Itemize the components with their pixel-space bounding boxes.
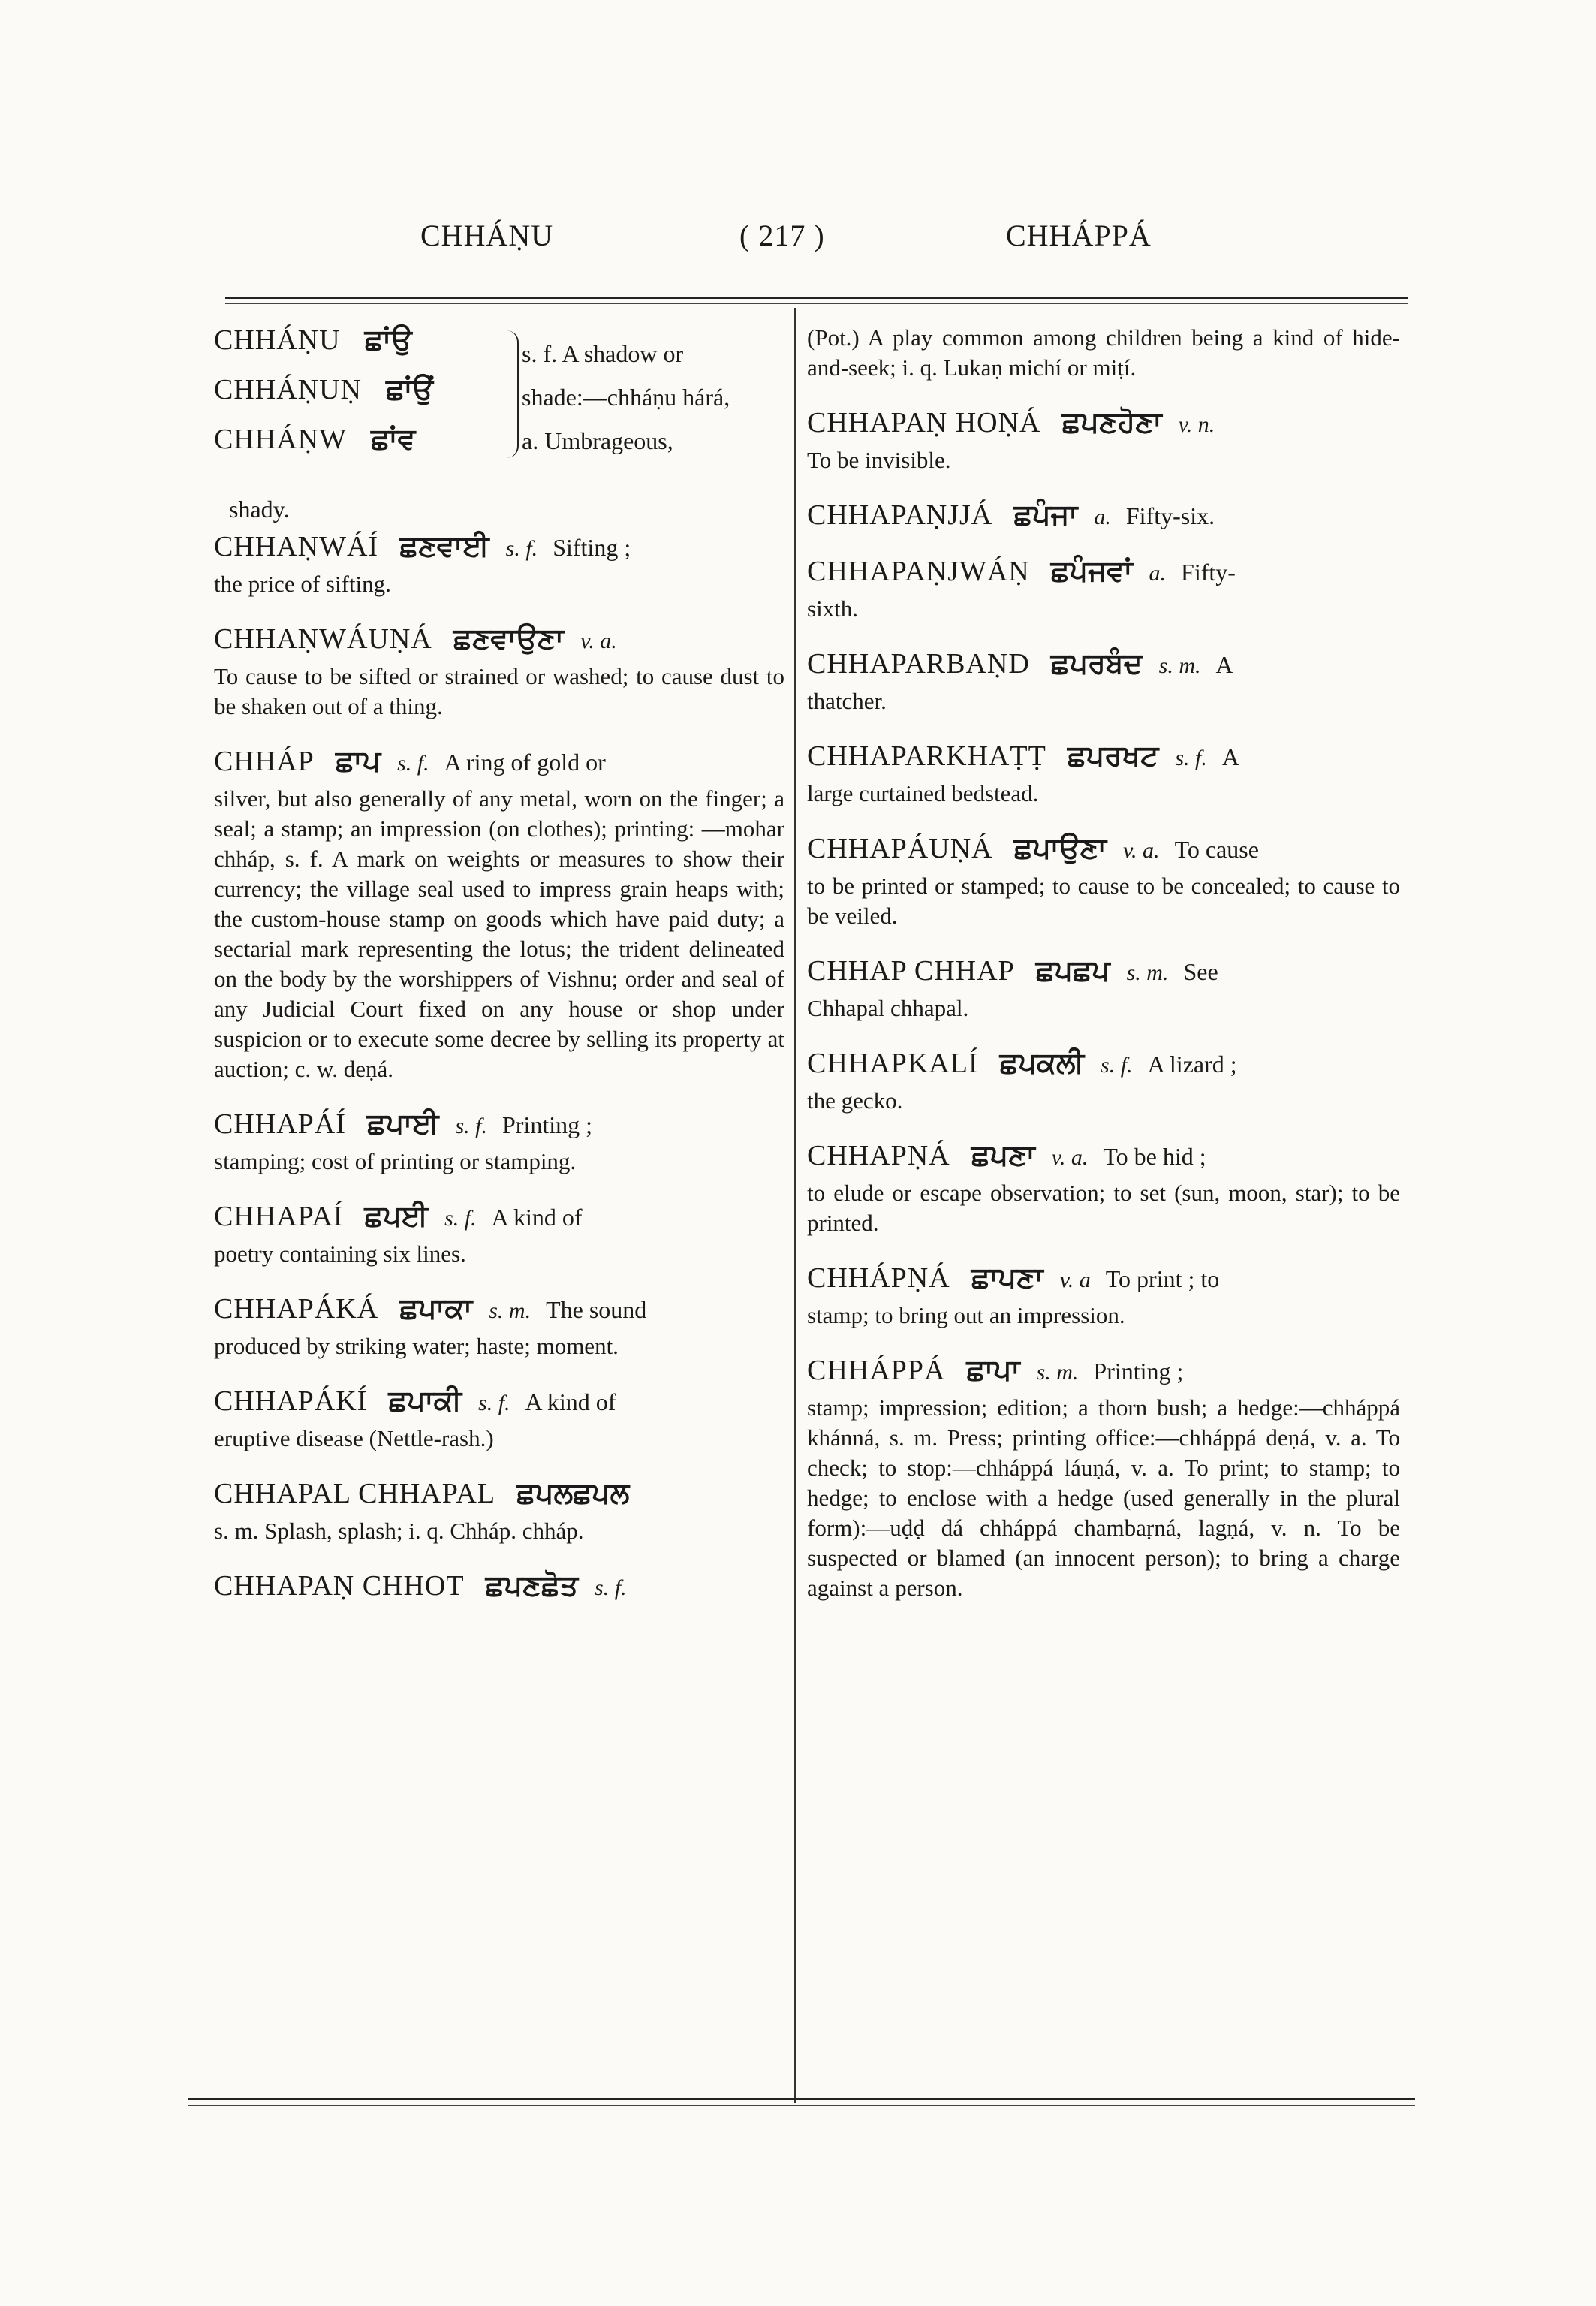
gurmukhi-term: ਛਣਵਾਉਣਾ: [453, 622, 565, 655]
dictionary-entry: [214, 1569, 784, 1602]
part-of-speech: v. n.: [1178, 412, 1215, 437]
definition: s. m. Splash, splash; i. q. Chháp. chháp.: [214, 1518, 584, 1544]
headword: CHHÁPṆÁ: [807, 1262, 950, 1294]
headword: CHHÁṆW: [214, 424, 347, 455]
gloss: Fifty-six.: [1125, 502, 1215, 529]
dictionary-entry: [214, 1107, 784, 1177]
gurmukhi-term: ਛਾਪ: [335, 744, 381, 777]
page-number: ( 217 ): [739, 219, 825, 252]
headword: CHHAPÁKÍ: [214, 1385, 368, 1417]
gurmukhi-term: ਛਪਛਪ: [1035, 954, 1110, 987]
dictionary-entry: [807, 739, 1400, 809]
definition-line: shade:—chháṇu hárá,: [522, 384, 730, 411]
dictionary-entry: [214, 1384, 784, 1454]
gurmukhi-term: ਛਪਣਾ: [971, 1138, 1035, 1171]
gloss: A ring of gold or: [444, 749, 606, 776]
gurmukhi-term: ਛਾਪਾ: [966, 1353, 1020, 1386]
dictionary-entry: [807, 647, 1400, 716]
gurmukhi-term: ਛਪਣਛੋਤ: [485, 1569, 579, 1602]
definition: Chhapal chhapal.: [807, 995, 969, 1021]
dictionary-entry: [807, 405, 1400, 475]
part-of-speech: a.: [1149, 561, 1167, 586]
gloss: Sifting ;: [553, 534, 631, 561]
headword: CHHÁP: [214, 746, 315, 777]
definition: produced by striking water; haste; moment.: [214, 1333, 619, 1359]
headword: CHHAPAṆ HOṆÁ: [807, 407, 1041, 439]
headword: CHHAPÁÍ: [214, 1108, 346, 1140]
header-left-guideword: CHHÁṆU: [420, 219, 554, 252]
definition: poetry containing six lines.: [214, 1240, 466, 1267]
dictionary-entry: [807, 498, 1400, 532]
headword: CHHAPAṆJWÁṆ: [807, 556, 1030, 587]
part-of-speech: s. f.: [505, 536, 538, 561]
dictionary-entry: [807, 1353, 1400, 1603]
part-of-speech: s. f.: [478, 1391, 510, 1415]
definition: thatcher.: [807, 688, 887, 714]
gloss: Fifty-: [1181, 559, 1236, 586]
dictionary-entry: [214, 1292, 784, 1361]
column-divider: [794, 308, 796, 2103]
part-of-speech: s. f.: [397, 751, 429, 776]
dictionary-entry: [807, 554, 1400, 624]
headword: CHHAPARKHAṬṬ: [807, 740, 1046, 772]
part-of-speech: s. f.: [455, 1114, 487, 1138]
definition: sixth.: [807, 595, 859, 622]
dictionary-entry: [214, 529, 784, 599]
dictionary-entry: [214, 1199, 784, 1269]
gurmukhi-term: ਛਪਾਕੀ: [388, 1384, 462, 1417]
right-column: [807, 323, 1400, 1626]
grouping-brace: [507, 330, 519, 458]
gurmukhi-term: ਛਪਰਬੰਦ: [1050, 647, 1143, 680]
gloss: The sound: [546, 1296, 647, 1323]
headword: CHHAPARBAṆD: [807, 648, 1030, 680]
headword: CHHÁṆU: [214, 324, 341, 356]
gurmukhi-term: ਛਪਲਛਪਲ: [516, 1476, 630, 1509]
headword: CHHÁṆUṆ: [214, 374, 362, 405]
dictionary-entry: [807, 1138, 1400, 1238]
headword: CHHAPÁUṆÁ: [807, 833, 993, 864]
left-column: [214, 323, 784, 1625]
headword: CHHAPAÍ: [214, 1201, 344, 1232]
definition: to elude or escape observation; to set (sun, moon, star); to be printed.: [807, 1180, 1400, 1236]
group-definition: [522, 332, 788, 463]
gurmukhi-term: ਛਪਣਹੋਣਾ: [1061, 405, 1162, 439]
gurmukhi-term: ਛਪਾਕਾ: [399, 1292, 473, 1325]
definition-continuation: shady.: [229, 496, 290, 523]
definition: To cause to be sifted or strained or washed; to cause dust to be shaken out of a thing.: [214, 663, 784, 719]
top-rule: [225, 297, 1408, 304]
gurmukhi-term: ਛਾਪਣਾ: [971, 1261, 1043, 1294]
part-of-speech: s. m.: [1158, 653, 1201, 678]
definition: stamping; cost of printing or stamping.: [214, 1148, 577, 1174]
dictionary-entry: [807, 1261, 1400, 1331]
gurmukhi-term: ਛਪੰਜਾ: [1013, 498, 1078, 531]
definition: large curtained bedstead.: [807, 780, 1039, 806]
definition: stamp; to bring out an impression.: [807, 1302, 1125, 1328]
definition: the price of sifting.: [214, 571, 391, 597]
gloss: See: [1183, 958, 1218, 985]
entry-group-chhanu: [214, 323, 784, 523]
part-of-speech: s. f.: [595, 1575, 627, 1600]
gurmukhi-term: ਛਪਾਉਣਾ: [1013, 831, 1107, 864]
gurmukhi-term: ਛਪਰਖਟ: [1067, 739, 1159, 772]
gurmukhi-term: ਛਣਵਾਈ: [399, 529, 489, 562]
definition: silver, but also generally of any metal, worn on the finger; a seal; a stamp; an impression (on clothes); printing: —mohar chháp, s. f. A mark on weights or measures to show their currency; the village seal used to impress grain heaps with; the custom-house stamp on goods which have paid duty; a sectarial mark representing the lotus; the trident delineated on the body by the worshippers of Vishnu; order and seal of any Judicial Court fixed on any house or shop under suspicion or to execute some decree by selling its property at auction; c. w. deṇá.: [214, 785, 784, 1082]
gloss: Printing ;: [1093, 1358, 1184, 1385]
headword: CHHAPÁKÁ: [214, 1293, 379, 1325]
dictionary-entry-continuation: [807, 323, 1400, 383]
definition-line: s. f. A shadow or: [522, 340, 684, 367]
gloss: A kind of: [491, 1204, 583, 1231]
dictionary-entry: [807, 1046, 1400, 1116]
part-of-speech: s. f.: [444, 1206, 477, 1231]
gloss: Printing ;: [502, 1111, 593, 1138]
part-of-speech: a.: [1094, 505, 1111, 529]
dictionary-entry: [807, 954, 1400, 1023]
running-header: [188, 218, 1419, 270]
headword: CHHAPAṆ CHHOT: [214, 1570, 465, 1602]
headword: CHHAP CHHAP: [807, 955, 1015, 987]
gloss: To cause: [1174, 836, 1259, 863]
dictionary-entry: [214, 744, 784, 1084]
part-of-speech: s. m.: [1036, 1360, 1079, 1385]
definition: the gecko.: [807, 1087, 903, 1114]
part-of-speech: s. f.: [1175, 746, 1207, 770]
gloss: To be hid ;: [1103, 1143, 1206, 1170]
gloss: A kind of: [525, 1388, 616, 1415]
definition: To be invisible.: [807, 447, 951, 473]
headword: CHHAṆWÁUṆÁ: [214, 623, 432, 655]
gloss: A: [1215, 651, 1233, 678]
gurmukhi-term: ਛਪਕਲੀ: [999, 1046, 1085, 1079]
gurmukhi-term: ਛਾਂਉਂ: [386, 372, 434, 405]
gurmukhi-term: ਛਾਂਵ: [370, 422, 416, 455]
part-of-speech: v. a.: [1122, 838, 1160, 863]
header-right-guideword: CHHÁPPÁ: [1006, 219, 1152, 252]
definition: eruptive disease (Nettle-rash.): [214, 1425, 494, 1451]
bottom-rule: [188, 2098, 1415, 2106]
headword: CHHÁPPÁ: [807, 1355, 946, 1386]
definition-line: a. Umbrageous,: [522, 427, 673, 454]
part-of-speech: v. a: [1059, 1268, 1091, 1292]
part-of-speech: v. a.: [580, 628, 617, 653]
gloss: A lizard ;: [1147, 1051, 1237, 1078]
dictionary-entry: [214, 1476, 784, 1546]
headword: CHHAPKALÍ: [807, 1047, 979, 1079]
definition: (Pot.) A play common among children being a kind of hide-and-seek; i. q. Lukaṇ michí or miṭí.: [807, 324, 1400, 381]
part-of-speech: s. f.: [1101, 1053, 1133, 1078]
headword: CHHAṆWÁÍ: [214, 531, 379, 562]
part-of-speech: s. m.: [489, 1298, 531, 1323]
dictionary-entry: [807, 831, 1400, 931]
gloss: To print ; to: [1105, 1265, 1220, 1292]
gurmukhi-term: ਛਾਂਉ: [364, 323, 412, 356]
gurmukhi-term: ਛਪਾਈ: [366, 1107, 439, 1140]
gurmukhi-term: ਛਪਈ: [364, 1199, 429, 1232]
headword: CHHAPAṆJJÁ: [807, 499, 993, 531]
part-of-speech: s. m.: [1126, 960, 1169, 985]
dictionary-entry: [214, 622, 784, 722]
headword: CHHAPAL CHHAPAL: [214, 1478, 496, 1509]
definition: to be printed or stamped; to cause to be concealed; to cause to be veiled.: [807, 873, 1400, 929]
gurmukhi-term: ਛਪੰਜਵਾਂ: [1050, 554, 1133, 587]
headword: CHHAPṆÁ: [807, 1140, 950, 1171]
gloss: A: [1221, 743, 1239, 770]
definition: stamp; impression; edition; a thorn bush; a hedge:—chháppá khánná, s. m. Press; printing office:—chháppá deṇá, v. a. To check; to stop:—chháppá láuṇá, v. a. To print; to stamp; to hedge; to enclose with a hedge (used generally in the plural form):—uḍḍ dá chháppá chambaṛná, lagṇá, v. n. To be suspected or blamed (an innocent person); to bring a charge against a person.: [807, 1394, 1400, 1601]
part-of-speech: v. a.: [1051, 1145, 1089, 1170]
